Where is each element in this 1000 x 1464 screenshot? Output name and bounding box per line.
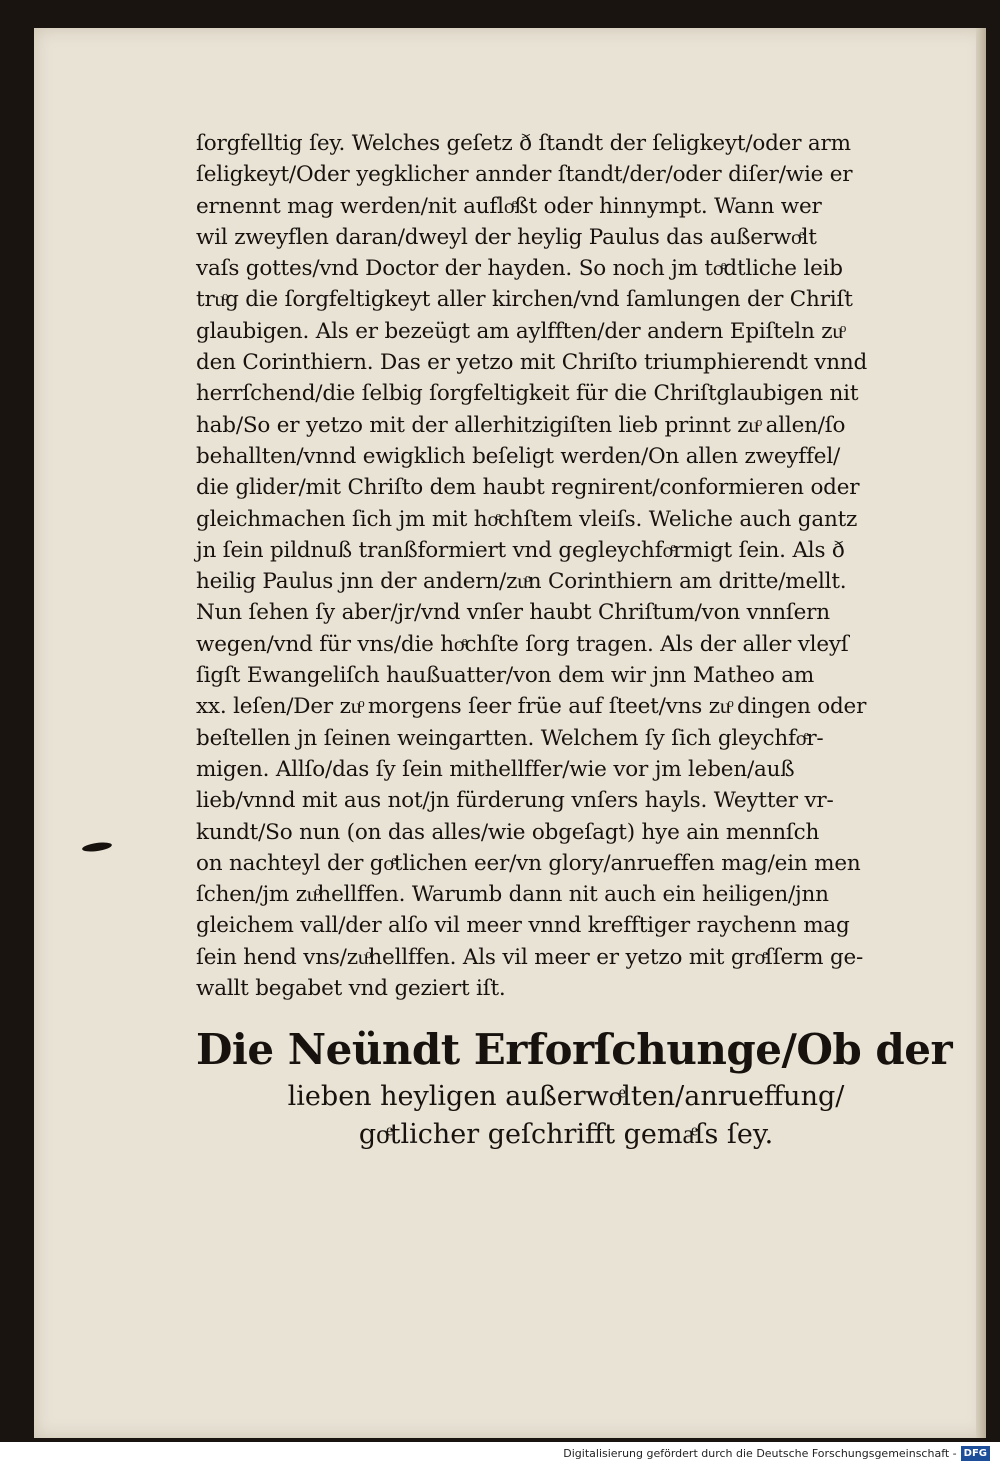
digitization-credit	[563, 1444, 990, 1462]
text-line: wil zweyflen daran/dweyl der heylig Paulus das außerwoͤlt	[196, 224, 817, 250]
book-page	[34, 28, 986, 1438]
text-line: den Corinthiern. Das er yetzo mit Chriſto triumphierendt vnnd	[196, 350, 868, 376]
text-line: vaſs gottes/vnd Doctor der hayden. So noch jm toͤdtliche leib	[196, 256, 843, 282]
heading-title: Die Neündt Erforſchunge/Ob der	[196, 1025, 953, 1075]
ink-mark	[82, 841, 113, 853]
text-line: beſtellen jn ſeinen weingartten. Welchem ſy ſich gleychfoͤr-	[196, 725, 824, 751]
body-paragraph	[196, 128, 966, 1004]
text-line: ernennt mag werden/nit aufloͤßt oder hinnympt. Wann wer	[196, 193, 822, 219]
text-line: die glider/mit Chriſto dem haubt regnirent/conformieren oder	[196, 475, 860, 501]
text-line: wallt begabet vnd geziert iſt.	[196, 976, 506, 1002]
text-line: ſeligkeyt/Oder yegklicher annder ſtandt/der/oder diſer/wie er	[196, 162, 853, 188]
text-line: ſchen/jm zuͦhellffen. Warumb dann nit auch ein heiligen/jnn	[196, 882, 829, 908]
heading-subtitle-line: lieben heyligen außerwoͤlten/anrueffung/	[287, 1081, 845, 1113]
section-heading	[196, 1022, 953, 1154]
text-line: ſigſt Ewangeliſch haußuatter/von dem wir jnn Matheo am	[196, 663, 815, 689]
text-line: jn ſein pildnuß tranßformiert vnd gegleychfoͤrmigt ſein. Als ð	[196, 537, 845, 563]
text-line: hab/So er yetzo mit der allerhitzigiſten lieb prinnt zuͦ allen/ſo	[196, 412, 846, 438]
page-edge	[976, 28, 986, 1438]
text-line: xx. leſen/Der zuͦ morgens ſeer früe auf ſteet/vns zuͦ dingen oder	[196, 694, 867, 720]
text-line: gleichem vall/der alſo vil meer vnnd krefftiger raychenn mag	[196, 913, 850, 939]
heading-subtitle-line: goͤtlicher geſchrifft gemaͤſs ſey.	[358, 1119, 774, 1151]
text-line: behallten/vnnd ewigklich beſeligt werden/On allen zweyffel/	[196, 443, 841, 469]
text-line: gleichmachen ſich jm mit hoͤchſtem vleiſs. Weliche auch gantz	[196, 506, 858, 532]
text-line: glaubigen. Als er bezeügt am aylfften/der andern Epiſteln zuͦ	[196, 318, 843, 344]
text-line: Nun ſehen ſy aber/jr/vnd vnſer haubt Chriſtum/von vnnſern	[196, 600, 830, 626]
text-line: truͦg die ſorgfeltigkeyt aller kirchen/vnd ſamlungen der Chriſt	[196, 287, 853, 313]
text-line: ſorgfelltig ſey. Welches geſetz ð ſtandt der ſeligkeyt/oder arm	[196, 131, 851, 156]
text-line: lieb/vnnd mit aus not/jn fürderung vnſers hayls. Weytter vr-	[196, 788, 834, 814]
page-text	[196, 128, 966, 1154]
credit-text: Digitalisierung gefördert durch die Deutsche Forschungsgemeinschaft -	[563, 1446, 957, 1460]
text-line: wegen/vnd für vns/die hoͤchſte ſorg tragen. Als der aller vleyſ	[196, 631, 849, 657]
text-line: heilig Paulus jnn der andern/zuͦn Corinthiern am dritte/mellt.	[196, 569, 847, 595]
text-line: ſein hend vns/zuͦhellffen. Als vil meer er yetzo mit groͤſſerm ge-	[196, 944, 864, 970]
text-line: on nachteyl der goͤtlichen eer/vn glory/anrueffen mag/ein men	[196, 850, 861, 876]
text-line: herrſchend/die ſelbig ſorgfeltigkeit für die Chriſtglaubigen nit	[196, 381, 859, 407]
text-line: kundt/So nun (on das alles/wie obgeſagt) hye ain mennſch	[196, 819, 820, 845]
dfg-logo: DFG	[961, 1446, 990, 1461]
text-line: migen. Allſo/das ſy ſein mithellffer/wie vor jm leben/auß	[196, 756, 795, 782]
